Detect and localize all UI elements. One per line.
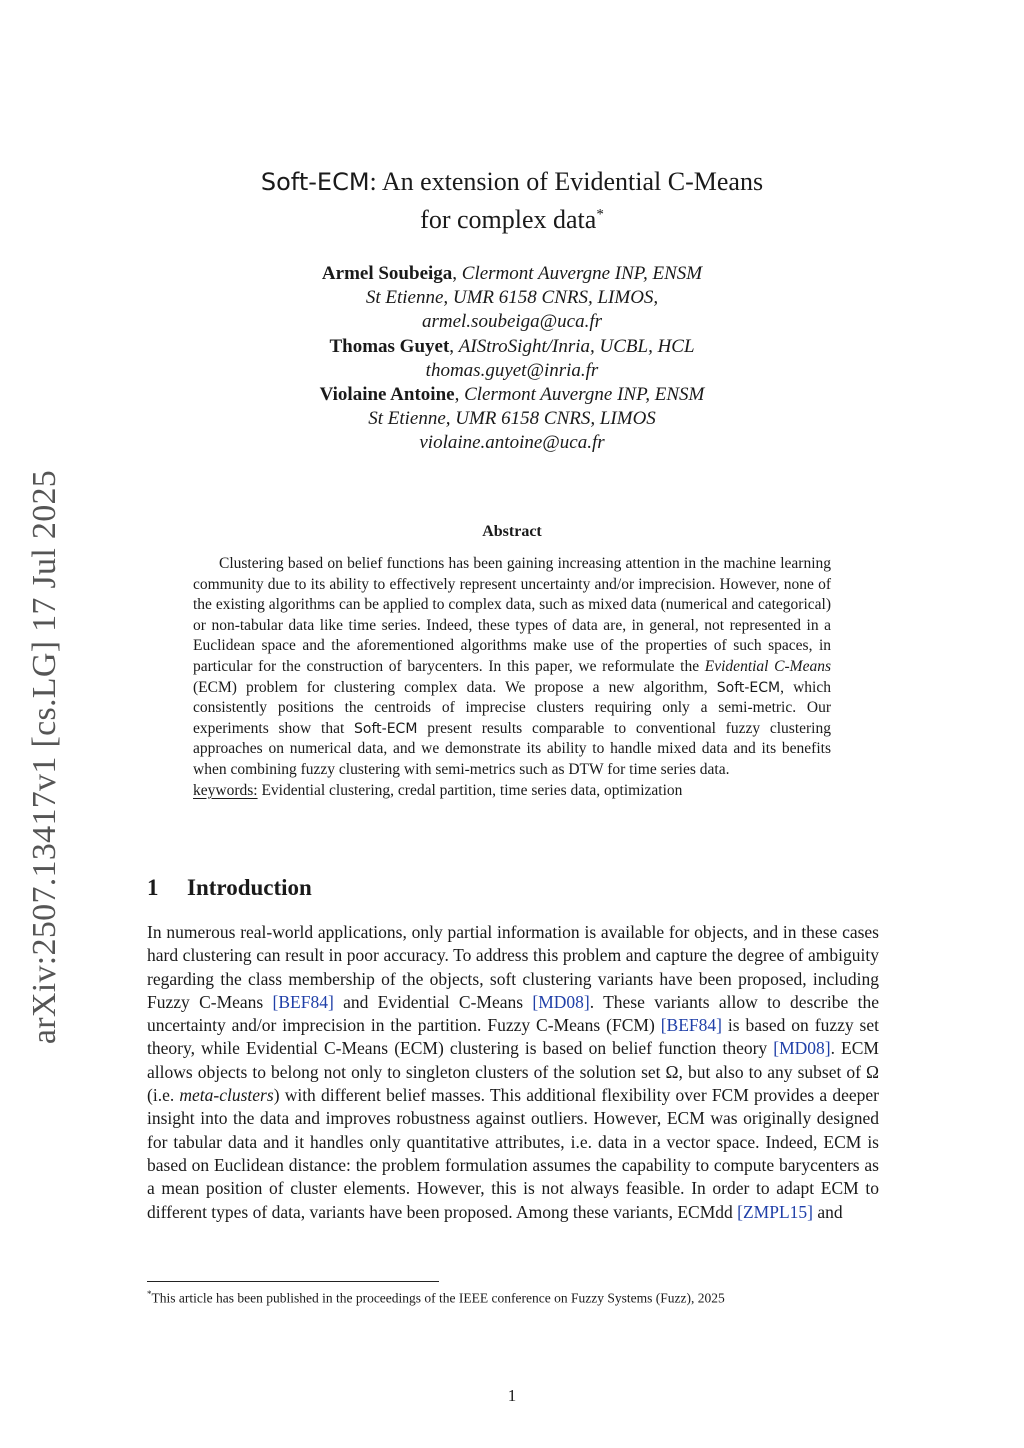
- intro-text: and: [812, 1201, 843, 1222]
- abstract-body: [193, 554, 831, 801]
- author-3-line: [0, 383, 1024, 407]
- footnote-rule: [147, 1281, 439, 1282]
- author-2-email-line: [0, 359, 1024, 383]
- abstract-text: Clustering based on belief functions has been gaining increasing attention in the machine learning community due to its ability to effectively represent uncertainty and/or imprecision. However, none of the existing algorithms can be applied to complex data, such as mixed data (numerical and categorical) or non-tabular data like time series. Indeed, these types of data are, in general, not represented in a Euclidean space and the aforementioned algorithms make use of the properties of such spaces, in particular for the construction of barycenters. In this paper, we reformulate the: [193, 555, 831, 675]
- title-method-name: Soft-ECM: [260, 168, 370, 196]
- author-sep: ,: [452, 263, 462, 284]
- footnote-text: This article has been published in the proceedings of the IEEE conference on Fuzzy Systems (Fuzz), 2025: [151, 1290, 725, 1306]
- intro-text: ) with different belief masses. This additional flexibility over FCM provides a deeper insight into the data and improves robustness against outliers. However, ECM was originally designed for tabular data and it handles only quantitative attributes, i.e. data in a vector space. Indeed, ECM is based on Euclidean distance: the problem formulation assumes the capability to compute barycenters as a mean position of cluster elements. However, this is not always feasible. In order to adapt ECM to different types of data, variants have been proposed. Among these variants, ECMdd: [147, 1085, 879, 1222]
- citation-link[interactable]: [BEF84]: [660, 1015, 722, 1036]
- author-sep: ,: [454, 384, 465, 406]
- page-number: 1: [507, 1386, 517, 1405]
- citation-link[interactable]: [MD08]: [532, 991, 590, 1012]
- abstract-text: , which consistently positions the centroids of imprecise clusters requiring only a semi-metric. Our experiments show that: [193, 678, 831, 737]
- author-name: Violaine Antoine: [319, 384, 455, 406]
- keywords-list: Evidential clustering, credal partition, time series data, optimization: [257, 781, 683, 799]
- intro-emphasis: meta-clusters: [179, 1085, 274, 1106]
- section-title: Introduction: [187, 875, 312, 900]
- citation-link[interactable]: [BEF84]: [272, 991, 334, 1012]
- author-1-email-line: [0, 310, 1024, 334]
- arxiv-identifier: arXiv:2507.13417v1 [cs.LG] 17 Jul 2025: [26, 469, 63, 1045]
- intro-text: . These variants allow to describe the uncertainty and/or imprecision in the partition. Fuzzy C-Means (FCM): [147, 991, 879, 1036]
- author-affiliation: St Etienne, UMR 6158 CNRS, LIMOS: [368, 408, 656, 430]
- title-rest: : An extension of Evidential C-Means: [369, 167, 764, 196]
- author-affiliation: Clermont Auvergne INP, ENSM: [464, 384, 705, 406]
- abstract-heading: Abstract: [482, 523, 542, 540]
- footnote: [147, 1285, 879, 1308]
- author-affiliation: Clermont Auvergne INP, ENSM: [461, 263, 703, 284]
- author-name: Thomas Guyet: [329, 335, 450, 357]
- introduction-body: [147, 921, 879, 1224]
- title-line-2: [0, 201, 1024, 239]
- section-heading: [147, 875, 312, 901]
- intro-text: In numerous real-world applications, only partial information is available for objects, and in these cases hard clustering can result in poor accuracy. To address this problem and capture the degree of ambiguity regarding the class membership of the objects, soft clustering variants have been proposed, including Fuzzy C-Means: [147, 922, 879, 1012]
- paper-title: [0, 163, 1024, 239]
- author-1-line: [0, 262, 1024, 286]
- author-email[interactable]: violaine.antoine@uca.fr: [419, 432, 605, 454]
- author-block: [0, 262, 1024, 456]
- author-email[interactable]: thomas.guyet@inria.fr: [425, 359, 599, 381]
- method-name: Soft-ECM: [354, 720, 418, 737]
- section-number: 1: [147, 875, 159, 900]
- author-name: Armel Soubeiga: [321, 263, 453, 284]
- keywords-line: [193, 781, 831, 802]
- abstract-text: present results comparable to conventional fuzzy clustering approaches on numerical data, and we demonstrate its ability to handle mixed data and its benefits when combining fuzzy clustering with semi-metrics such as DTW for time series data.: [193, 719, 831, 778]
- title-line-2-text: for complex data: [420, 205, 597, 234]
- citation-link[interactable]: [ZMPL15]: [737, 1201, 813, 1222]
- author-affiliation: St Etienne, UMR 6158 CNRS, LIMOS,: [365, 287, 659, 309]
- abstract-paragraph: [193, 554, 831, 781]
- title-line-1: [0, 163, 1024, 201]
- author-email[interactable]: armel.soubeiga@uca.fr: [421, 311, 603, 333]
- author-2-line: [0, 335, 1024, 359]
- keywords-label: keywords:: [193, 781, 258, 799]
- author-affiliation: AIStroSight/Inria, UCBL, HCL: [458, 335, 695, 357]
- intro-text: and Evidential C-Means: [333, 991, 533, 1012]
- author-3-affil-line: [0, 407, 1024, 431]
- method-name: Soft-ECM: [716, 679, 781, 696]
- abstract-text: (ECM) problem for clustering complex data. We propose a new algorithm,: [193, 678, 717, 696]
- title-footnote-mark[interactable]: *: [596, 206, 604, 223]
- intro-paragraph: [147, 921, 879, 1224]
- author-sep: ,: [449, 335, 459, 357]
- author-1-affil-line: [0, 286, 1024, 310]
- author-3-email-line: [0, 431, 1024, 455]
- abstract-emphasis: Evidential C-Means: [704, 657, 831, 675]
- footnote-mark: *: [147, 1289, 152, 1299]
- citation-link[interactable]: [MD08]: [773, 1038, 831, 1059]
- intro-text: is based on fuzzy set theory, while Evidential C-Means (ECM) clustering is based on belief function theory: [147, 1015, 879, 1059]
- intro-text: . ECM allows objects to belong not only to singleton clusters of the solution set Ω, but also to any subset of Ω (i.e.: [147, 1038, 879, 1106]
